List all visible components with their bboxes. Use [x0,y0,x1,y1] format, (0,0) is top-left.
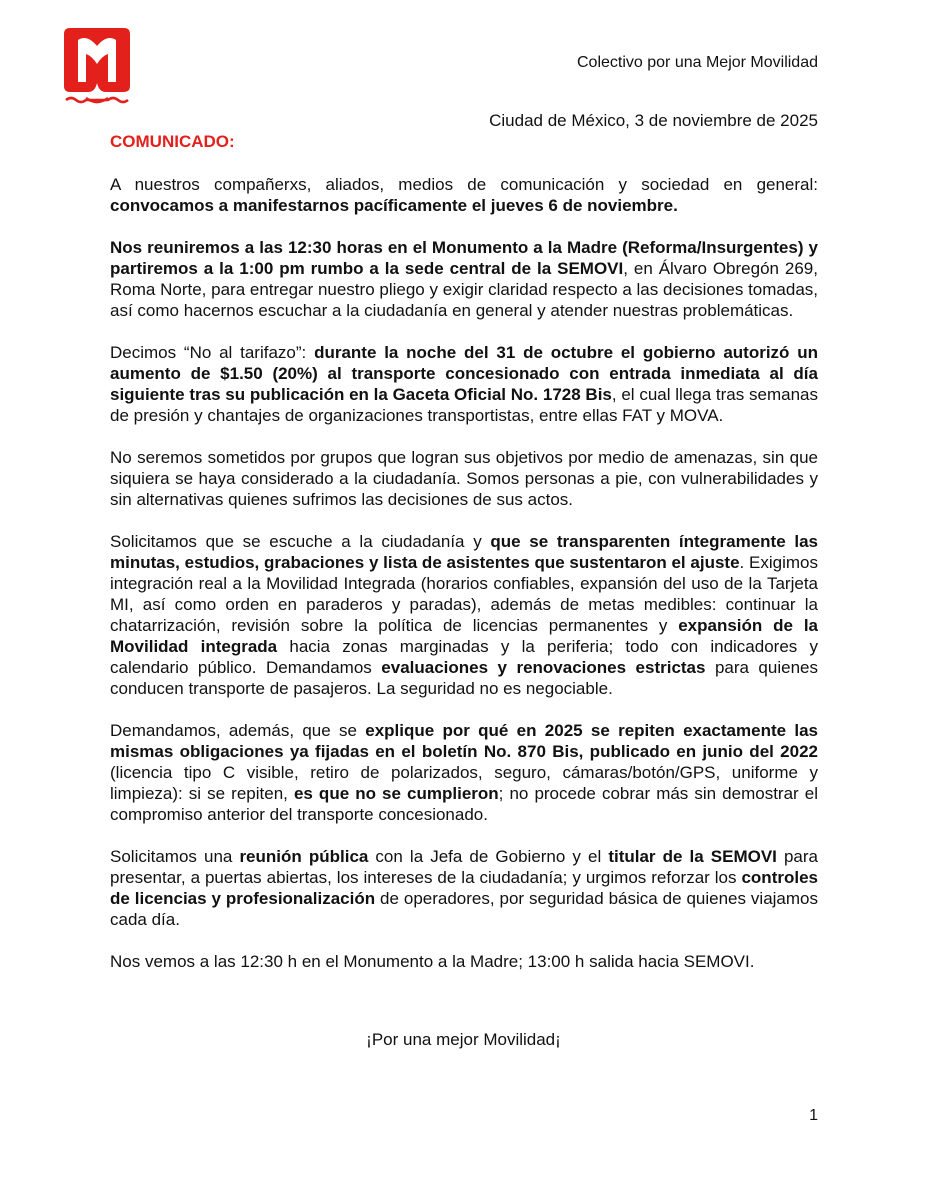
document-body [110,174,818,993]
paragraph-text: , el cual llega tras semanas de presión y chantajes de organizaciones transportistas, entre ellas FAT y MOVA. [110,385,818,425]
paragraph-text: con la Jefa de Gobierno y el [368,847,609,866]
emphasized-text: Nos reuniremos a las 12:30 horas en el Monumento a la Madre (Reforma/Insurgentes) y partiremos a la 1:00 pm rumbo a la sede central de la SEMOVI [110,238,818,278]
organization-logo [62,26,132,108]
body-paragraph [110,447,818,510]
document-date: Ciudad de México, 3 de noviembre de 2025 [489,111,818,130]
emphasized-text: evaluaciones y renovaciones estrictas [381,658,706,677]
paragraph-text: de operadores, por seguridad básica de quienes viajamos cada día. [110,889,818,929]
paragraph-text: Nos vemos a las 12:30 h en el Monumento a la Madre; 13:00 h salida hacia SEMOVI. [110,952,755,971]
paragraph-text: , en Álvaro Obregón 269, Roma Norte, para entregar nuestro pliego y exigir claridad respecto a las decisiones tomadas, así como hacernos escuchar a la ciudadanía en general y atender nuestras problemáticas. [110,259,818,320]
emphasized-text: que se transparenten íntegramente las minutas, estudios, grabaciones y lista de asistentes que sustentaron el ajuste [110,532,818,572]
paragraph-text: Solicitamos una [110,847,240,866]
paragraph-text: No seremos sometidos por grupos que logran sus objetivos por medio de amenazas, sin que siquiera se haya considerado a la ciudadanía. Somos personas a pie, con vulnerabilidades y sin alternativas quienes sufrimos las decisiones de sus actos. [110,448,818,509]
paragraph-text: para presentar, a puertas abiertas, los intereses de la ciudadanía; y urgimos reforzar los [110,847,819,887]
body-paragraph [110,174,818,216]
emphasized-text: es que no se cumplieron [293,784,499,803]
paragraph-text: Decimos “No al tarifazo”: [110,343,315,362]
emphasized-text: expansión de la Movilidad integrada [110,616,818,656]
body-paragraph [110,237,818,321]
paragraph-text: ; no procede cobrar más sin demostrar el compromiso anterior del transporte concesionado. [110,784,819,824]
paragraph-text: hacia zonas marginadas y la periferia; todo con indicadores y calendario público. Demandamos [110,637,818,677]
body-paragraph [110,342,818,426]
body-paragraph [110,531,818,699]
organization-name: Colectivo por una Mejor Movilidad [577,54,818,71]
emphasized-text: explique por qué en 2025 se repiten exactamente las mismas obligaciones ya fijadas en el boletín No. 870 Bis, publicado en junio del 2022 [110,721,818,761]
body-paragraph [110,951,818,972]
emphasized-text: convocamos a manifestarnos pacíficamente el jueves 6 de noviembre. [110,196,678,215]
body-paragraph [110,846,818,930]
paragraph-text: (licencia tipo C visible, retiro de polarizados, seguro, cámaras/botón/GPS, uniforme y limpieza): si se repiten, [110,763,818,803]
document-heading: COMUNICADO: [110,132,235,151]
emphasized-text: durante la noche del 31 de octubre el gobierno autorizó un aumento de $1.50 (20%) al transporte concesionado con entrada inmediata al día siguiente tras su publicación en la Gaceta Oficial No. 1728 Bis [110,343,818,404]
emphasized-text: reunión pública [239,847,369,866]
body-paragraph [110,720,818,825]
emphasized-text: titular de la SEMOVI [608,847,777,866]
paragraph-text: Demandamos, además, que se [110,721,366,740]
paragraph-text: . Exigimos integración real a la Movilidad Integrada (horarios confiables, expansión del uso de la Tarjeta MI, así como orden en paraderos y paradas), además de metas medibles: continuar la chatarrización, revisión sobre la política de licencias permanentes y [110,553,818,635]
paragraph-text: A nuestros compañerxs, aliados, medios de comunicación y sociedad en general: [110,175,818,194]
paragraph-text: para quienes conducen transporte de pasajeros. La seguridad no es negociable. [110,658,818,698]
page-number: 1 [809,1107,818,1124]
emphasized-text: controles de licencias y profesionalización [110,868,818,908]
paragraph-text: Solicitamos que se escuche a la ciudadanía y [110,532,491,551]
closing-line: ¡Por una mejor Movilidad¡ [366,1030,561,1049]
